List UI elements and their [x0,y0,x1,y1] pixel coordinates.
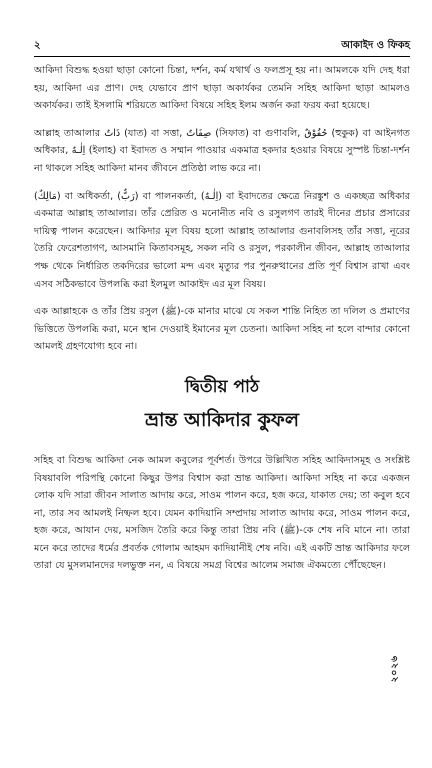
paragraph-4: এক আল্লাহকে ও তাঁর প্রিয় রসুল (ﷺ)-কে মানার মাঝে যে সকল শান্তি নিহিত তা দলিল ও প্রমাণের ভিত্তিতে উপলব্ধি করা, মনে স্থান দেওয়াই ইমানের মূল চেতনা। আকিদা সহিহ না হলে বান্দার কোনো আমলই গ্রহণযোগ্য হবে না। [34,306,410,353]
paragraph-3: (مَالِكٌ) বা অধিকর্তা, (رَبٌّ) বা পালনকর্তা, (اِلٰـهٌ) বা ইবাদতের ক্ষেত্রে নিরঙ্কুশ ও একচ্ছত্র অধিকার একমাত্র আল্লাহ তাআলার। তাঁর প্রেরিত ও মনোনীত নবি ও রসুলগণ তারই দীনের প্রচার প্রসারের দায়িত্ব পালন করেছেন। আকিদার মূল বিষয় হলো আল্লাহ তাআলার গুনাবলিসহ তাঁর সত্তা, নূরের তৈরি ফেরেশতাগণ, আসমানি কিতাবসমূহ, সকল নবি ও রসুল, পরকালীন জীবন, আল্লাহ তাআলার পক্ষ থেকে নির্ধারিত তকদিরের ভালো মন্দ এবং মৃত্যুর পর পুনরুত্থানের প্রতি পূর্ণ বিশ্বাস রাখা এবং এসব সঠিকভাবে উপলব্ধি করা ইলমুল আকাইদ এর মূল বিষয়। [34,190,411,290]
side-number: ২০২৬ [390,655,400,683]
paragraph-2: আল্লাহ তাআলার ذَاتٌ (যাত) বা সত্তা, صِفَاتٌ (সিফাত) বা গুণাবলি, حُقُوْقٌ (হুকুক) বা আইনগত অধিকার, اِلٰـهٌ (ইলাহ) বা ইবাদত ও সম্মান পাওয়ার একমাত্র হকদার হওয়ার বিষয়ে সুস্পষ্ট চিন্তা-দর্শন না থাকলে সহিহ আকিদা মানব জীবনে প্রতিষ্ঠা লাভ করে না। [34,127,410,174]
lesson-paragraph-1: সহিহ বা বিশুদ্ধ আকিদা নেক আমল কবুলের পূর্বশর্ত। উপরে উল্লিখিত সহিহ আকিদাসমূহ ও সংশ্লিষ্ট বিষয়াবলি পরিপন্থি কোনো কিছুর উপর বিশ্বাস করা ভ্রান্ত আকিদা। আকিদা সহিহ না করে একজন লোক যদি সারা জীবন সালাত আদায় করে, সাওম পালন করে, হজ করে, যাকাত দেয়; তা কবুল হবে না, তার সব আমলই নিষ্ফল হবে। যেমন কাদিয়ানি সম্প্রদায় সালাত আদায় করে, সাওম পালন করে, হজ করে, আযান দেয়, মসজিদ তৈরি করে কিন্তু তারা প্রিয় নবি (ﷺ)-কে শেষ নবি মানে না। তারা মনে করে তাদের ধর্মের প্রবর্তক গোলাম আহমদ কাদিয়ানীই শেষ নবি। এই একটি ভ্রান্ত আকিদার ফলে তারা যে মুসলমানদের দলভুক্ত নন, এ বিষয়ে সমগ্র বিশ্বের আলেম সমাজ ঐকমত্যে পৌঁছেছেন। [34,454,410,572]
paragraph-1: আকিদা বিশুদ্ধ হওয়া ছাড়া কোনো চিন্তা, দর্শন, কর্ম যথার্থ ও ফলপ্রসূ হয় না। আমলকে যদি দেহ ধরা হয়, আকিদা এর প্রাণ। দেহ যেভাবে প্রাণ ছাড়া অকার্যকর তেমনি সহিহ আকিদা ছাড়া আমলও অকার্যকর। তাই ইসলামি শরিয়তে আকিদা বিষয়ে সহিহ ইলম অর্জন করা ফরয করা হয়েছে। [34,65,410,112]
lesson-title: ভ্রান্ত আকিদার কুফল [145,408,299,431]
page-number: ২ [34,40,41,51]
page-body [34,62,410,585]
running-header [34,38,410,54]
header-rule [34,56,410,57]
lesson-number: দ্বিতীয় পাঠ [184,376,260,397]
running-title: আকাইদ ও ফিকহ [341,40,410,51]
